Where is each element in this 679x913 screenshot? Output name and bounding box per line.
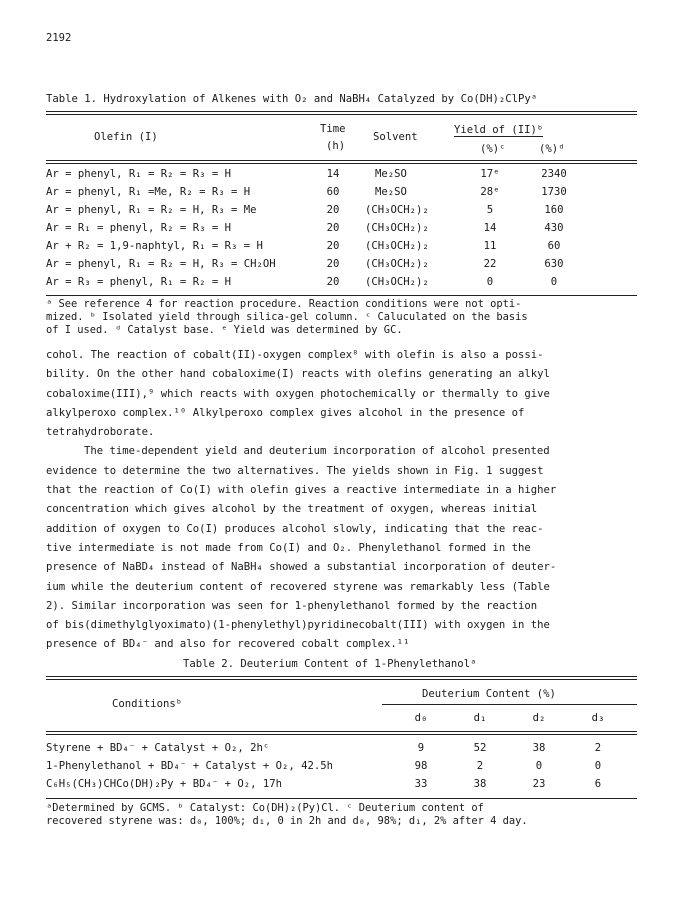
yield-d-cell: 630 <box>544 258 564 270</box>
text-line: presence of BD₄⁻ and also for recovered cobalt complex.¹¹ <box>46 638 410 651</box>
d0-cell: 98 <box>414 760 428 772</box>
text-line: alkylperoxo complex.¹⁰ Alkylperoxo complex gives alcohol in the presence of <box>46 406 525 419</box>
time-cell: 20 <box>326 222 340 234</box>
table2-header-d1: d₁ <box>473 712 487 724</box>
solvent-cell: (CH₃OCH₂)₂ <box>365 276 429 288</box>
footnote-line: ᵃ See reference 4 for reaction procedure. Reaction conditions were not opti- <box>46 298 522 310</box>
table1-header-olefin: Olefin (I) <box>94 131 158 143</box>
text-line: cohol. The reaction of cobalt(II)-oxygen complex⁸ with olefin is also a possi- <box>46 349 544 361</box>
table2-header-d3: d₃ <box>591 712 605 724</box>
yield-pct-cell: 14 <box>483 222 497 234</box>
text-line: tive intermediate is not made from Co(I) and O₂. Phenylethanol formed in the <box>46 541 531 554</box>
conditions-cell: 1-Phenylethanol + BD₄⁻ + Catalyst + O₂, 42.5h <box>46 760 334 772</box>
yield-pct-cell: 5 <box>486 204 494 216</box>
olefin-cell: Ar = phenyl, R₁ = R₂ = H, R₃ = CH₂OH <box>46 258 276 270</box>
time-cell: 14 <box>326 168 340 180</box>
yield-d-cell: 60 <box>547 240 561 252</box>
d1-cell: 2 <box>476 760 484 772</box>
yield-d-cell: 160 <box>544 204 564 216</box>
table1-footnotes <box>46 298 646 337</box>
yield-d-cell: 2340 <box>541 168 567 180</box>
footnote-line: ᵃDetermined by GCMS. ᵇ Catalyst: Co(DH)₂(Py)Cl. ᶜ Deuterium content of <box>46 802 484 814</box>
text-line: that the reaction of Co(I) with olefin gives a reactive intermediate in a higher <box>46 484 557 497</box>
d2-cell: 23 <box>532 778 546 790</box>
olefin-cell: Ar = R₃ = phenyl, R₁ = R₂ = H <box>46 276 231 288</box>
solvent-cell: (CH₃OCH₂)₂ <box>365 258 429 270</box>
table2-top-rule <box>46 676 637 680</box>
yield-pct-cell: 11 <box>483 240 497 252</box>
table1-header-solvent: Solvent <box>373 131 418 143</box>
table1-header-yield: Yield of (II)ᵇ <box>454 124 544 136</box>
olefin-cell: Ar = phenyl, R₁ = R₂ = R₃ = H <box>46 168 231 180</box>
yield-pct-cell: 22 <box>483 258 497 270</box>
solvent-cell: (CH₃OCH₂)₂ <box>365 240 429 252</box>
footnote-line: of I used. ᵈ Catalyst base. ᵉ Yield was determined by GC. <box>46 324 403 336</box>
d0-cell: 33 <box>414 778 428 790</box>
yield-d-cell: 0 <box>550 276 558 288</box>
body-text <box>46 346 641 655</box>
table2-header-d2: d₂ <box>532 712 546 724</box>
d0-cell: 9 <box>417 742 425 754</box>
text-line: concentration which gives alcohol by the treatment of oxygen, whereas initial <box>46 503 538 516</box>
footnote-line: mized. ᵇ Isolated yield through silica-gel column. ᶜ Caluculated on the basis <box>46 311 528 323</box>
d1-cell: 52 <box>473 742 487 754</box>
table1-header-time: Time <box>320 123 346 135</box>
yield-d-cell: 430 <box>544 222 564 234</box>
text-line: 2). Similar incorporation was seen for 1-phenylethanol formed by the reaction <box>46 599 538 612</box>
text-line: ium while the deuterium content of recovered styrene was remarkably less (Table <box>46 580 550 593</box>
text-line: bility. On the other hand cobaloxime(I) reacts with olefins generating an alkyl <box>46 368 550 381</box>
table2-header-conditions: Conditionsᵇ <box>112 698 183 710</box>
d3-cell: 6 <box>594 778 602 790</box>
d3-cell: 0 <box>594 760 602 772</box>
table1-header-yield-pct: (%)ᶜ <box>480 143 506 155</box>
table1-header-time-unit: (h) <box>326 140 346 152</box>
text-line: tetrahydroborate. <box>46 426 155 439</box>
text-line: The time-dependent yield and deuterium incorporation of alcohol presented <box>84 445 550 458</box>
text-line: presence of NaBD₄ instead of NaBH₄ showed a substantial incorporation of deuter- <box>46 561 557 574</box>
solvent-cell: Me₂SO <box>375 186 407 198</box>
time-cell: 20 <box>326 258 340 270</box>
conditions-cell: C₆H₅(CH₃)CHCo(DH)₂Py + BD₄⁻ + O₂, 17h <box>46 778 282 790</box>
time-cell: 60 <box>326 186 340 198</box>
table2-group-rule <box>382 704 637 705</box>
table1-caption: Table 1. Hydroxylation of Alkenes with O₂ and NaBH₄ Catalyzed by Co(DH)₂ClPyᵃ <box>46 93 538 105</box>
table2-caption: Table 2. Deuterium Content of 1-Phenylethanolᵃ <box>183 658 477 670</box>
olefin-cell: Ar = R₁ = phenyl, R₂ = R₃ = H <box>46 222 231 234</box>
yield-pct-cell: 28ᵉ <box>480 186 500 198</box>
time-cell: 20 <box>326 276 340 288</box>
table2-header-d0: d₀ <box>414 712 428 724</box>
d1-cell: 38 <box>473 778 487 790</box>
yield-d-cell: 1730 <box>541 186 567 198</box>
time-cell: 20 <box>326 240 340 252</box>
text-line: addition of oxygen to Co(I) produces alcohol slowly, indicating that the reac- <box>46 522 544 535</box>
table1-bottom-rule <box>46 295 637 296</box>
table1-header-rule <box>46 160 637 164</box>
table2-header-rule <box>46 731 637 735</box>
yield-pct-cell: 17ᵉ <box>480 168 500 180</box>
footnote-line: recovered styrene was: d₀, 100%; d₁, 0 in 2h and d₀, 98%; d₁, 2% after 4 day. <box>46 815 528 827</box>
d3-cell: 2 <box>594 742 602 754</box>
table2-footnotes <box>46 802 646 828</box>
text-line: evidence to determine the two alternatives. The yields shown in Fig. 1 suggest <box>46 464 544 477</box>
solvent-cell: (CH₃OCH₂)₂ <box>365 204 429 216</box>
text-line: of bis(dimethylglyoximato)(1-phenylethyl)pyridinecobalt(III) with oxygen in the <box>46 619 550 632</box>
table2-bottom-rule <box>46 798 637 799</box>
solvent-cell: Me₂SO <box>375 168 407 180</box>
text-line: cobaloxime(III),⁹ which reacts with oxygen photochemically or thermally to give <box>46 387 550 400</box>
conditions-cell: Styrene + BD₄⁻ + Catalyst + O₂, 2hᶜ <box>46 742 270 754</box>
table2-header-deuterium: Deuterium Content (%) <box>422 688 556 700</box>
olefin-cell: Ar = phenyl, R₁ =Me, R₂ = R₃ = H <box>46 186 251 198</box>
solvent-cell: (CH₃OCH₂)₂ <box>365 222 429 234</box>
olefin-cell: Ar = phenyl, R₁ = R₂ = H, R₃ = Me <box>46 204 257 216</box>
page-number: 2192 <box>46 32 72 44</box>
d2-cell: 38 <box>532 742 546 754</box>
time-cell: 20 <box>326 204 340 216</box>
table1-header-yield-d: (%)ᵈ <box>539 143 565 155</box>
yield-pct-cell: 0 <box>486 276 494 288</box>
d2-cell: 0 <box>535 760 543 772</box>
olefin-cell: Ar + R₂ = 1,9-naphtyl, R₁ = R₃ = H <box>46 240 263 252</box>
table1-top-rule <box>46 111 637 115</box>
